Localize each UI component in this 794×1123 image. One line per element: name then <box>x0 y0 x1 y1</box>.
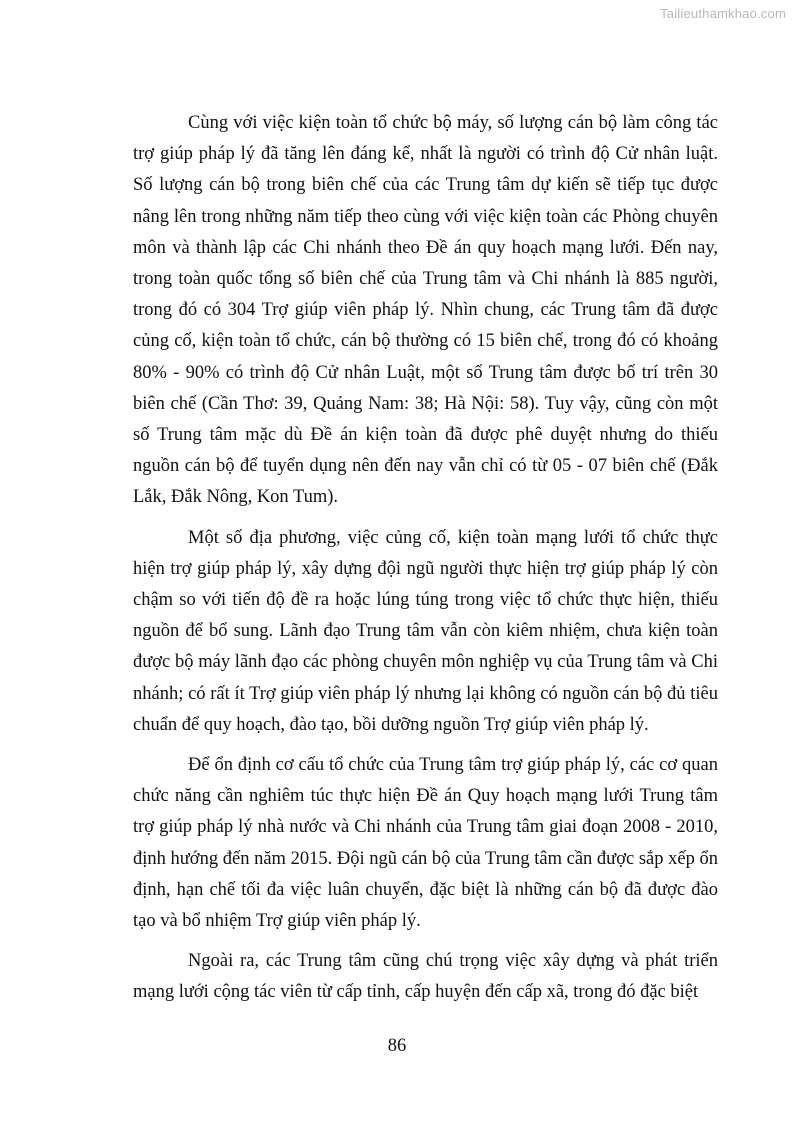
watermark-text: Tailieuthamkhao.com <box>660 6 786 21</box>
page-number: 86 <box>387 1036 407 1056</box>
paragraph-1: Cùng với việc kiện toàn tổ chức bộ máy, số lượng cán bộ làm công tác trợ giúp pháp lý đã tăng lên đáng kể, nhất là người có trình độ Cử nhân luật. Số lượng cán bộ trong biên chế của các Trung tâm dự kiến sẽ tiếp tục được nâng lên trong những năm tiếp theo cùng với việc kiện toàn các Phòng chuyên môn và thành lập các Chi nhánh theo Đề án quy hoạch mạng lưới. Đến nay, trong toàn quốc tổng số biên chế của Trung tâm và Chi nhánh là 885 người, trong đó có 304 Trợ giúp viên pháp lý. Nhìn chung, các Trung tâm đã được củng cố, kiện toàn tổ chức, cán bộ thường có 15 biên chế, trong đó có khoảng 80% - 90% có trình độ Cử nhân Luật, một số Trung tâm được bố trí trên 30 biên chế (Cần Thơ: 39, Quảng Nam: 38; Hà Nội: 58). Tuy vậy, cũng còn một số Trung tâm mặc dù Đề án kiện toàn đã được phê duyệt nhưng do thiếu nguồn cán bộ để tuyển dụng nên đến nay vẫn chỉ có từ 05 - 07 biên chế (Đắk Lắk, Đắk Nông, Kon Tum). <box>133 113 718 508</box>
paragraph-4: Ngoài ra, các Trung tâm cũng chú trọng việc xây dựng và phát triển mạng lưới cộng tác viên từ cấp tỉnh, cấp huyện đến cấp xã, trong đó đặc biệt <box>133 951 718 1003</box>
document-body <box>133 108 718 1018</box>
paragraph-3: Để ổn định cơ cấu tổ chức của Trung tâm trợ giúp pháp lý, các cơ quan chức năng cần nghiêm túc thực hiện Đề án Quy hoạch mạng lưới Trung tâm trợ giúp pháp lý nhà nước và Chi nhánh của Trung tâm giai đoạn 2008 - 2010, định hướng đến năm 2015. Đội ngũ cán bộ của Trung tâm cần được sắp xếp ổn định, hạn chế tối đa việc luân chuyển, đặc biệt là những cán bộ đã được đào tạo và bổ nhiệm Trợ giúp viên pháp lý. <box>133 755 718 932</box>
paragraph-2: Một số địa phương, việc củng cố, kiện toàn mạng lưới tổ chức thực hiện trợ giúp pháp lý, xây dựng đội ngũ người thực hiện trợ giúp pháp lý còn chậm so với tiến độ đề ra hoặc lúng túng trong việc tổ chức thực hiện, thiếu nguồn để bổ sung. Lãnh đạo Trung tâm vẫn còn kiêm nhiệm, chưa kiện toàn được bộ máy lãnh đạo các phòng chuyên môn nghiệp vụ của Trung tâm và Chi nhánh; có rất ít Trợ giúp viên pháp lý nhưng lại không có nguồn cán bộ đủ tiêu chuẩn để quy hoạch, đào tạo, bồi dưỡng nguồn Trợ giúp viên pháp lý. <box>133 527 718 735</box>
